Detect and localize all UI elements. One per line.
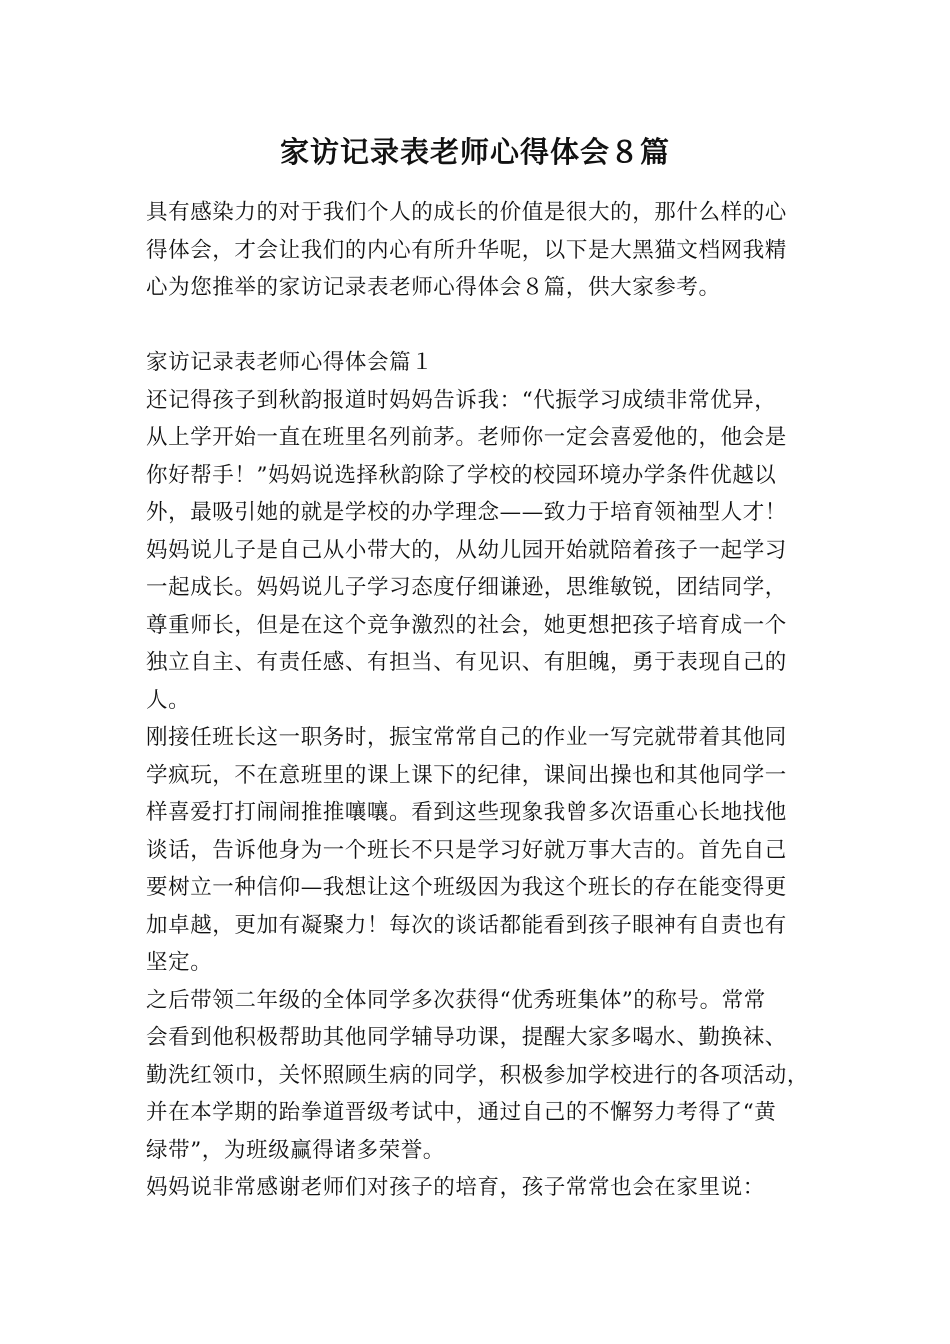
text-line: 样喜爱打打闹闹推推嚷嚷。看到这些现象我曾多次语重心长地找他 [146,800,787,825]
paragraph-gap [146,307,846,345]
section-heading: 家访记录表老师心得体会篇１ [146,350,434,375]
document-body [146,194,846,1207]
text-line: 绿带”，为班级赢得诸多荣誉。 [146,1137,445,1163]
text-line: 刚接任班长这一职务时，振宝常常自己的作业一写完就带着其他同 [146,725,787,750]
intro-line-3: 心为您推举的家访记录表老师心得体会８篇，供大家参考。 [146,275,721,300]
text-line: 会看到他积极帮助其他同学辅导功课，提醒大家多喝水、勤换袜、 [146,1025,787,1050]
text-line: 加卓越，更加有凝聚力！每次的谈话都能看到孩子眼神有自责也有 [146,912,787,938]
document-title: 家访记录表老师心得体会８篇 [279,135,670,169]
text-line: 勤洗红领巾，关怀照顾生病的同学，积极参加学校进行的各项活动， [146,1062,810,1088]
text-line: 并在本学期的跆拳道晋级考试中，通过自己的不懈努力考得了“黄 [146,1100,777,1125]
text-line: 妈妈说非常感谢老师们对孩子的培育，孩子常常也会在家里说： [146,1175,765,1200]
text-line: 你好帮手！”妈妈说选择秋韵除了学校的校园环境办学条件优越以 [146,462,777,488]
text-line: 外，最吸引她的就是学校的办学理念——致力于培育领袖型人才！ [146,500,787,525]
text-line: 独立自主、有责任感、有担当、有见识、有胆魄，勇于表现自己的 [146,650,787,675]
text-line: 之后带领二年级的全体同学多次获得“优秀班集体”的称号。常常 [146,987,766,1013]
text-line: 尊重师长，但是在这个竞争激烈的社会，她更想把孩子培育成一个 [146,612,787,638]
text-line: 还记得孩子到秋韵报道时妈妈告诉我：“代振学习成绩非常优异， [146,387,777,413]
text-line: 坚定。 [146,950,213,975]
text-line: 谈话，告诉他身为一个班长不只是学习好就万事大吉的。首先自己 [146,837,787,863]
text-line: 一起成长。妈妈说儿子学习态度仔细谦逊，思维敏锐，团结同学， [146,575,787,600]
text-line: 要树立一种信仰—我想让这个班级因为我这个班长的存在能变得更 [146,875,787,900]
intro-line-2: 得体会，才会让我们的内心有所升华呢，以下是大黑猫文档网我精 [146,237,787,263]
text-line: 学疯玩，不在意班里的课上课下的纪律，课间出操也和其他同学一 [146,762,787,788]
text-line: 妈妈说儿子是自己从小带大的，从幼儿园开始就陪着孩子一起学习 [146,537,787,563]
text-line: 从上学开始一直在班里名列前茅。老师你一定会喜爱他的，他会是 [146,425,787,450]
text-line: 人。 [146,687,191,713]
intro-line-1: 具有感染力的对于我们个人的成长的价值是很大的，那什么样的心 [146,200,787,225]
